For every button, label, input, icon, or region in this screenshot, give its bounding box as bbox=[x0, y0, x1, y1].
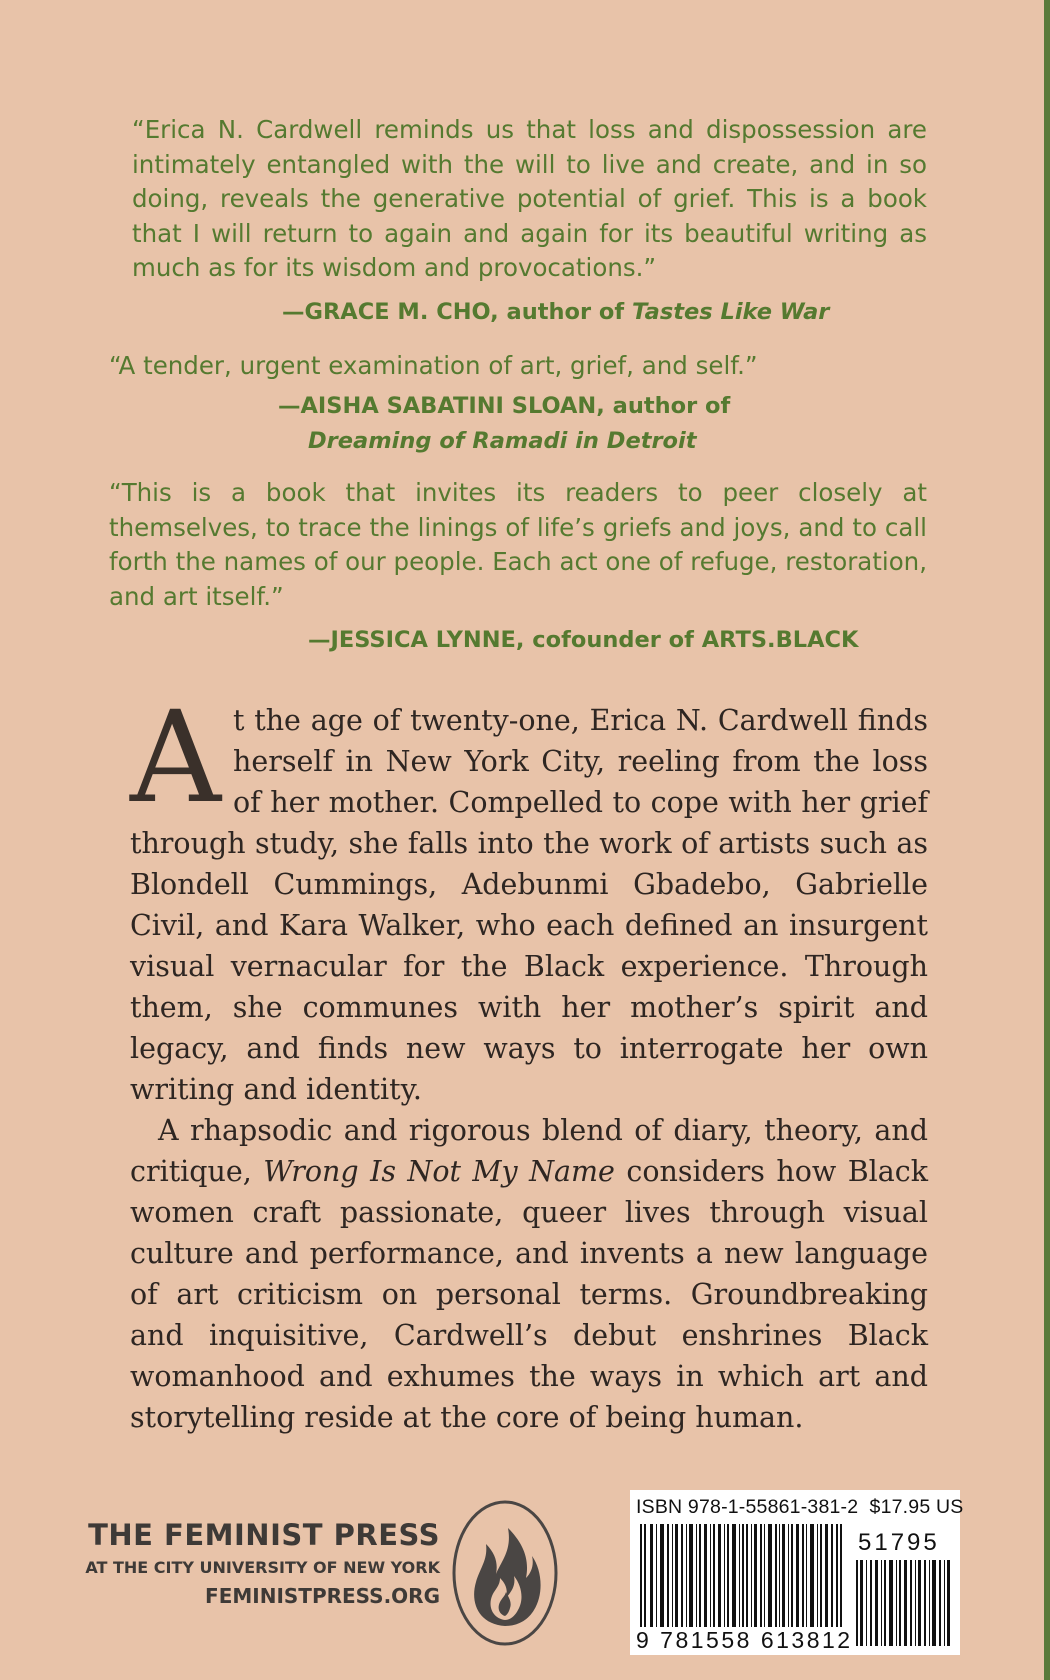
blurb-attribution-2-title: Dreaming of Ramadi in Detroit bbox=[308, 428, 697, 454]
isbn-label: ISBN 978-1-55861-381-2 bbox=[636, 1496, 859, 1518]
drop-cap: A bbox=[130, 684, 221, 831]
spine-edge bbox=[1044, 0, 1050, 1680]
blurb-attribution-2: —AISHA SABATINI SLOAN, author of bbox=[278, 393, 731, 419]
isbn-digits: 9 781558 613812 bbox=[636, 1627, 853, 1653]
description-paragraph-2: A rhapsodic and rigorous blend of diary, theory, and critique, Wrong Is Not My Name considers how Black women craft passionate, queer lives through visual culture and performance, and invents a new language of art criticism on personal terms. Groundbreaking and inquisitive, Cardwell’s debut enshrines Black womanhood and exhumes the ways in which art and storytelling reside at the core of being human. bbox=[130, 1114, 928, 1434]
price-label: $17.95 US bbox=[869, 1496, 964, 1518]
attribution-name: —GRACE M. CHO, author of bbox=[282, 299, 632, 325]
price-code: 51795 bbox=[858, 1529, 940, 1556]
barcode-box bbox=[630, 1490, 964, 1655]
publisher-subtitle: AT THE CITY UNIVERSITY OF NEW YORK bbox=[85, 1558, 440, 1577]
blurb-attribution-1 bbox=[282, 295, 829, 329]
book-description bbox=[130, 684, 928, 1438]
publisher-url: FEMINISTPRESS.ORG bbox=[205, 1584, 440, 1608]
blurb-attribution-3: —JESSICA LYNNE, cofounder of ARTS.BLACK bbox=[308, 627, 859, 653]
attribution-book-title: Tastes Like War bbox=[632, 299, 830, 325]
blurb-quote-3: “This is a book that invites its readers to peer closely at themselves, to trace the linings of life’s griefs and joys, and to call forth the names of our people. Each act one of refuge, restoration, and art itself.” bbox=[109, 478, 927, 611]
publisher-block bbox=[60, 1515, 440, 1611]
blurb-quote-1: “Erica N. Cardwell reminds us that loss and dispossession are intimately entangled with the will to live and create, and in so doing, reveals the generative potential of grief. This is a book that I will return to again and again for its beautiful writing as much as for its wisdom and provocations.” bbox=[132, 115, 927, 282]
publisher-name: THE FEMINIST PRESS bbox=[88, 1518, 440, 1552]
book-title: Wrong Is Not My Name bbox=[263, 1155, 615, 1188]
blurb-quote-2: “A tender, urgent examination of art, grief, and self.” bbox=[109, 351, 758, 380]
description-paragraph-1: At the age of twenty-one, Erica N. Cardwell finds herself in New York City, reeling from the loss of her mother. Compelled to cope with her grief through study, she falls into the work of artists such as Blondell Cummings, Adebunmi Gbadebo, Gabrielle Civil, and Kara Walker, who each defined an insurgent visual vernacular for the Black experience. Through them, she communes with her mother’s spirit and legacy, and finds new ways to interrogate her own writing and identity. bbox=[130, 684, 928, 1106]
flame-icon bbox=[450, 1498, 560, 1648]
